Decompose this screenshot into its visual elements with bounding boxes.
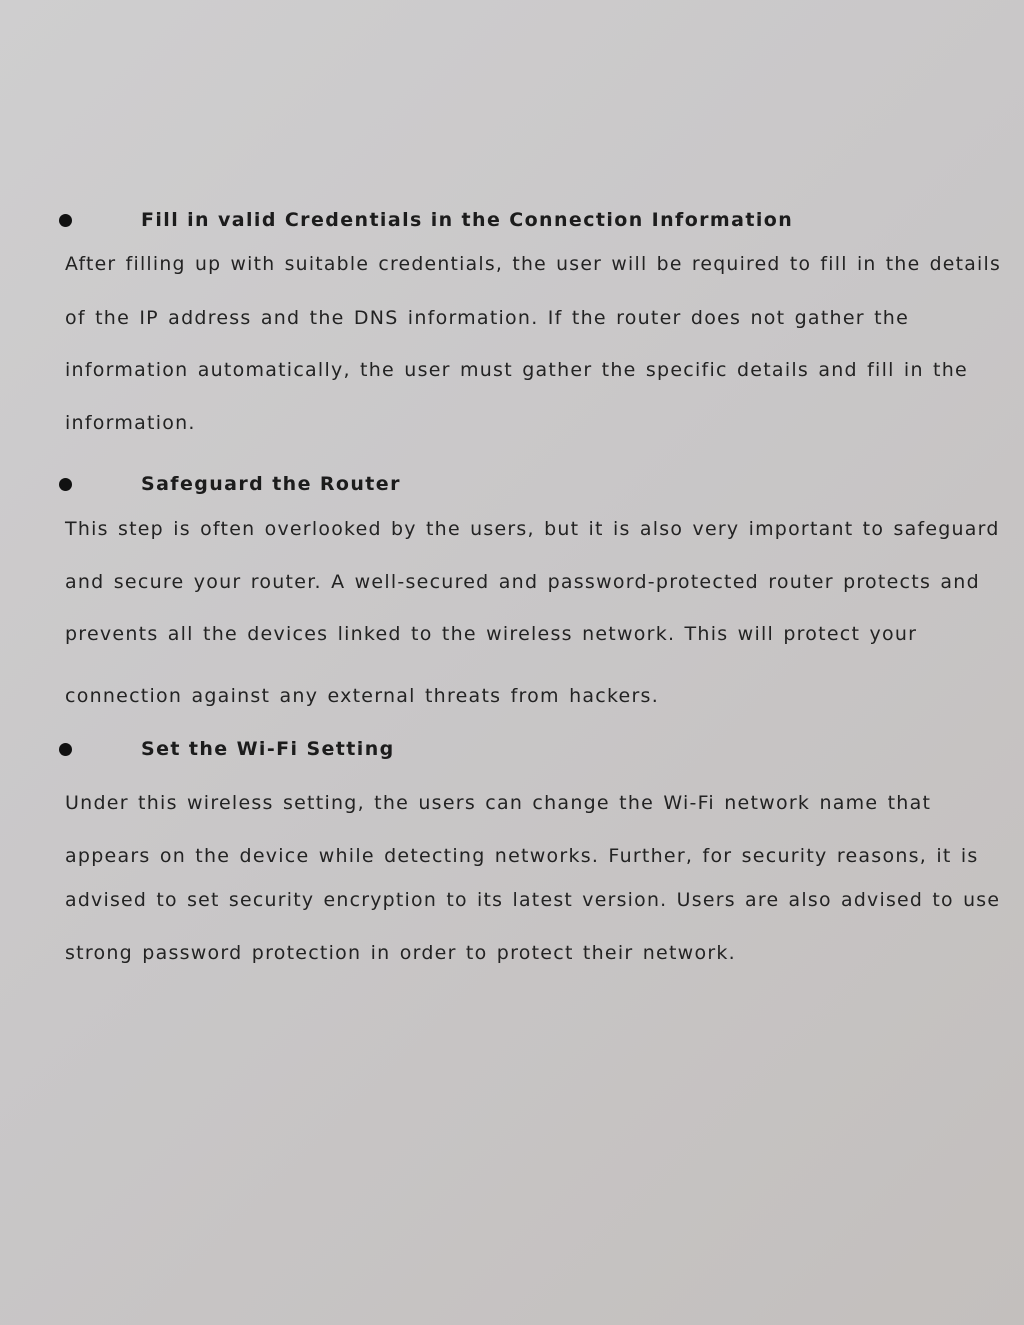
paragraph-line: and secure your router. A well-secured and password-protected router protects and <box>65 571 980 593</box>
heading-text: Safeguard the Router <box>141 473 401 495</box>
heading-text: Set the Wi-Fi Setting <box>141 738 395 760</box>
paragraph-line: connection against any external threats from hackers. <box>65 685 659 707</box>
paragraph-line: After filling up with suitable credentials, the user will be required to fill in the details <box>65 254 1002 275</box>
paragraph-line: information automatically, the user must gather the specific details and fill in the <box>65 359 968 381</box>
paragraph-line: appears on the device while detecting networks. Further, for security reasons, it is <box>65 845 979 867</box>
section-heading-credentials <box>0 206 1024 236</box>
bullet-icon <box>59 743 72 756</box>
paragraph-line: This step is often overlooked by the users, but it is also very important to safeguard <box>65 518 1000 540</box>
paragraph-line: Under this wireless setting, the users can change the Wi-Fi network name that <box>65 792 932 814</box>
paragraph-line: information. <box>65 412 196 434</box>
section-heading-wifi <box>0 735 1024 765</box>
paragraph-line: of the IP address and the DNS information. If the router does not gather the <box>65 307 910 329</box>
paragraph-line: prevents all the devices linked to the wireless network. This will protect your <box>65 623 918 645</box>
heading-text: Fill in valid Credentials in the Connection Information <box>141 209 794 231</box>
section-heading-safeguard <box>0 470 1024 500</box>
paragraph-line: strong password protection in order to protect their network. <box>65 942 736 964</box>
paragraph-line: advised to set security encryption to its latest version. Users are also advised to use <box>65 889 1001 911</box>
bullet-icon <box>59 478 72 491</box>
bullet-icon <box>59 214 72 227</box>
